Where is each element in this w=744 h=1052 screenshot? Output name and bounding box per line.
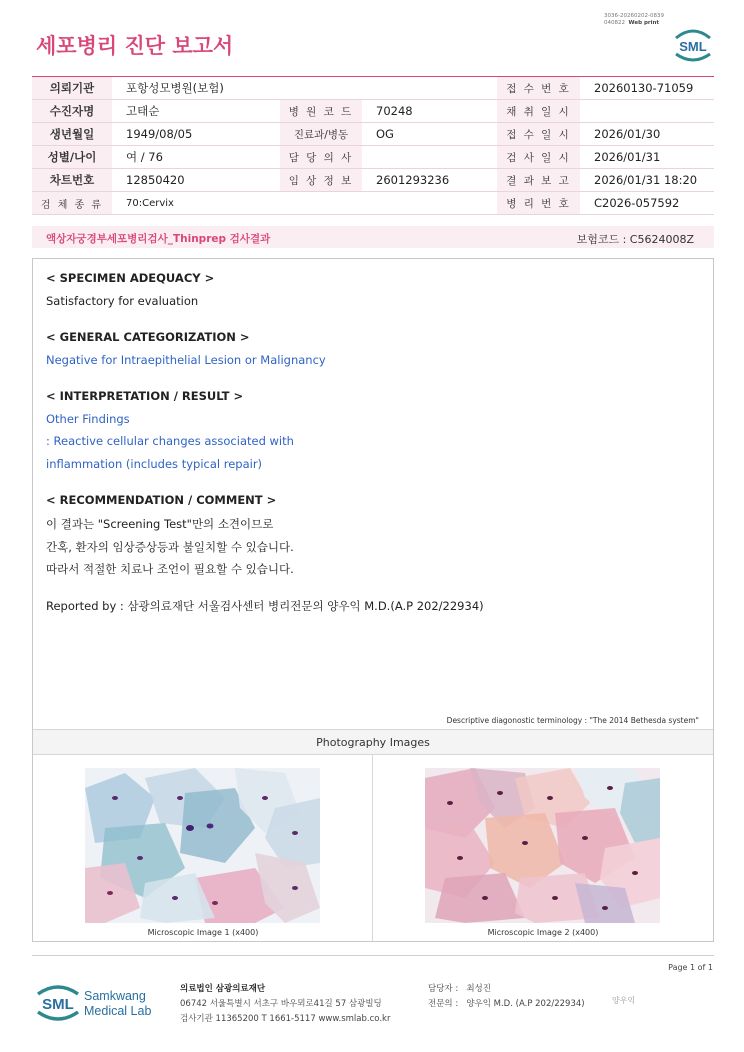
label-requester: 의뢰기관 — [32, 77, 112, 100]
info-row — [32, 100, 714, 123]
label-receipt-date: 접 수 일 시 — [497, 123, 580, 146]
footer-logo-text: SML — [42, 996, 74, 1013]
print-id: 3036-20260202-0839 040822 Web print — [604, 13, 664, 26]
footer-logo-name: Samkwang — [84, 989, 146, 1003]
label-doctor: 담 당 의 사 — [280, 146, 362, 169]
label-sex-age: 성별/나이 — [32, 146, 112, 169]
label-patient-name: 수진자명 — [32, 100, 112, 123]
recommendation-line: 이 결과는 "Screening Test"만의 소견이므로 — [46, 517, 274, 531]
photo-divider — [372, 754, 373, 941]
label-hospital-code: 병 원 코 드 — [280, 100, 362, 123]
exam-bar — [32, 226, 714, 248]
org-address: 06742 서울특별시 서초구 바우뫼로41길 57 삼광빌딩 — [180, 999, 382, 1009]
value-result-report: 2026/01/31 18:20 — [580, 169, 714, 192]
patient-info-table — [32, 76, 714, 215]
value-test-date: 2026/01/31 — [580, 146, 714, 169]
specialist-name: 양우익 M.D. (A.P 202/22934) — [466, 999, 585, 1009]
value-collection-date — [580, 100, 714, 123]
value-patient-name: 고태순 — [112, 100, 280, 123]
samkwang-logo-icon — [36, 978, 166, 1026]
interpretation-line: Other Findings — [46, 412, 130, 426]
interpretation-line: : Reactive cellular changes associated with — [46, 434, 294, 448]
caption-image-1: Microscopic Image 1 (x400) — [147, 928, 259, 937]
label-collection-date: 채 취 일 시 — [497, 100, 580, 123]
microscopic-image-1 — [85, 768, 320, 923]
result-box — [32, 258, 714, 942]
sml-logo-icon — [672, 26, 714, 62]
label-department: 진료과/병동 — [280, 123, 362, 146]
footer-logo-name: Medical Lab — [84, 1004, 152, 1018]
value-receipt-no: 20260130-71059 — [580, 77, 714, 100]
info-row — [32, 192, 714, 215]
footer-staff-info: 담당자 : 최성진 전문의 : 양우익 M.D. (A.P 202/22934) — [428, 984, 585, 1009]
label-receipt-no: 접 수 번 호 — [497, 77, 580, 100]
staff-name: 최성진 — [466, 984, 491, 994]
label-pathology-no: 병 리 번 호 — [497, 192, 580, 215]
adequacy-heading: < SPECIMEN ADEQUACY > — [46, 271, 215, 285]
adequacy-value: Satisfactory for evaluation — [46, 294, 199, 308]
caption-image-2: Microscopic Image 2 (x400) — [487, 928, 599, 937]
reported-by: Reported by : 삼광의료재단 서울검사센터 병리전문의 양우익 M.D.(A.P 202/22934) — [46, 599, 484, 613]
value-receipt-date: 2026/01/30 — [580, 123, 714, 146]
footer-org-info — [180, 982, 390, 1027]
logo-text: SML — [679, 39, 707, 54]
label-birthdate: 생년월일 — [32, 123, 112, 146]
org-contact: 검사기관 11365200 T 1661-5117 www.smlab.co.kr — [180, 1014, 391, 1024]
value-birthdate: 1949/08/05 — [112, 123, 280, 146]
insurance-code: 보험코드 : C5624008Z — [576, 233, 694, 246]
footer-divider — [32, 955, 714, 956]
value-specimen-type: 70:Cervix — [112, 192, 497, 215]
label-chart-no: 차트번호 — [32, 169, 112, 192]
value-pathology-no: C2026-057592 — [580, 192, 714, 215]
value-department: OG — [362, 123, 497, 146]
value-hospital-code: 70248 — [362, 100, 497, 123]
microscopic-image-2 — [425, 768, 660, 923]
label-result-report: 결 과 보 고 — [497, 169, 580, 192]
info-row — [32, 146, 714, 169]
exam-name: 액상자궁경부세포병리검사_Thinprep 검사결과 — [46, 233, 271, 245]
value-chart-no: 12850420 — [112, 169, 280, 192]
value-sex-age: 여 / 76 — [112, 146, 280, 169]
page-number: Page 1 of 1 — [668, 963, 713, 972]
info-row — [32, 123, 714, 146]
label-test-date: 검 사 일 시 — [497, 146, 580, 169]
recommendation-line: 따라서 적절한 치료나 조언이 필요할 수 있습니다. — [46, 562, 294, 576]
label-clinical-info: 임 상 정 보 — [280, 169, 362, 192]
value-requester: 포항성모병원(보험) — [112, 77, 497, 100]
category-heading: < GENERAL CATEGORIZATION > — [46, 330, 250, 344]
photo-header: Photography Images — [33, 729, 713, 755]
recommendation-heading: < RECOMMENDATION / COMMENT > — [46, 493, 277, 507]
signature: 양우익 — [612, 996, 636, 1005]
info-row — [32, 169, 714, 192]
info-row — [32, 77, 714, 100]
value-doctor — [362, 146, 497, 169]
label-specimen-type: 검 체 종 류 — [32, 192, 112, 215]
recommendation-line: 간혹, 환자의 임상증상등과 불일치할 수 있습니다. — [46, 540, 294, 554]
category-value: Negative for Intraepithelial Lesion or Malignancy — [46, 353, 326, 367]
interpretation-heading: < INTERPRETATION / RESULT > — [46, 389, 244, 403]
report-title: 세포병리 진단 보고서 — [36, 34, 234, 58]
terminology-note: Descriptive diagonostic terminology : "The 2014 Bethesda system" — [446, 716, 699, 725]
value-clinical-info: 2601293236 — [362, 169, 497, 192]
interpretation-line: inflammation (includes typical repair) — [46, 457, 263, 471]
org-name: 의료법인 삼광의료재단 — [180, 984, 266, 994]
